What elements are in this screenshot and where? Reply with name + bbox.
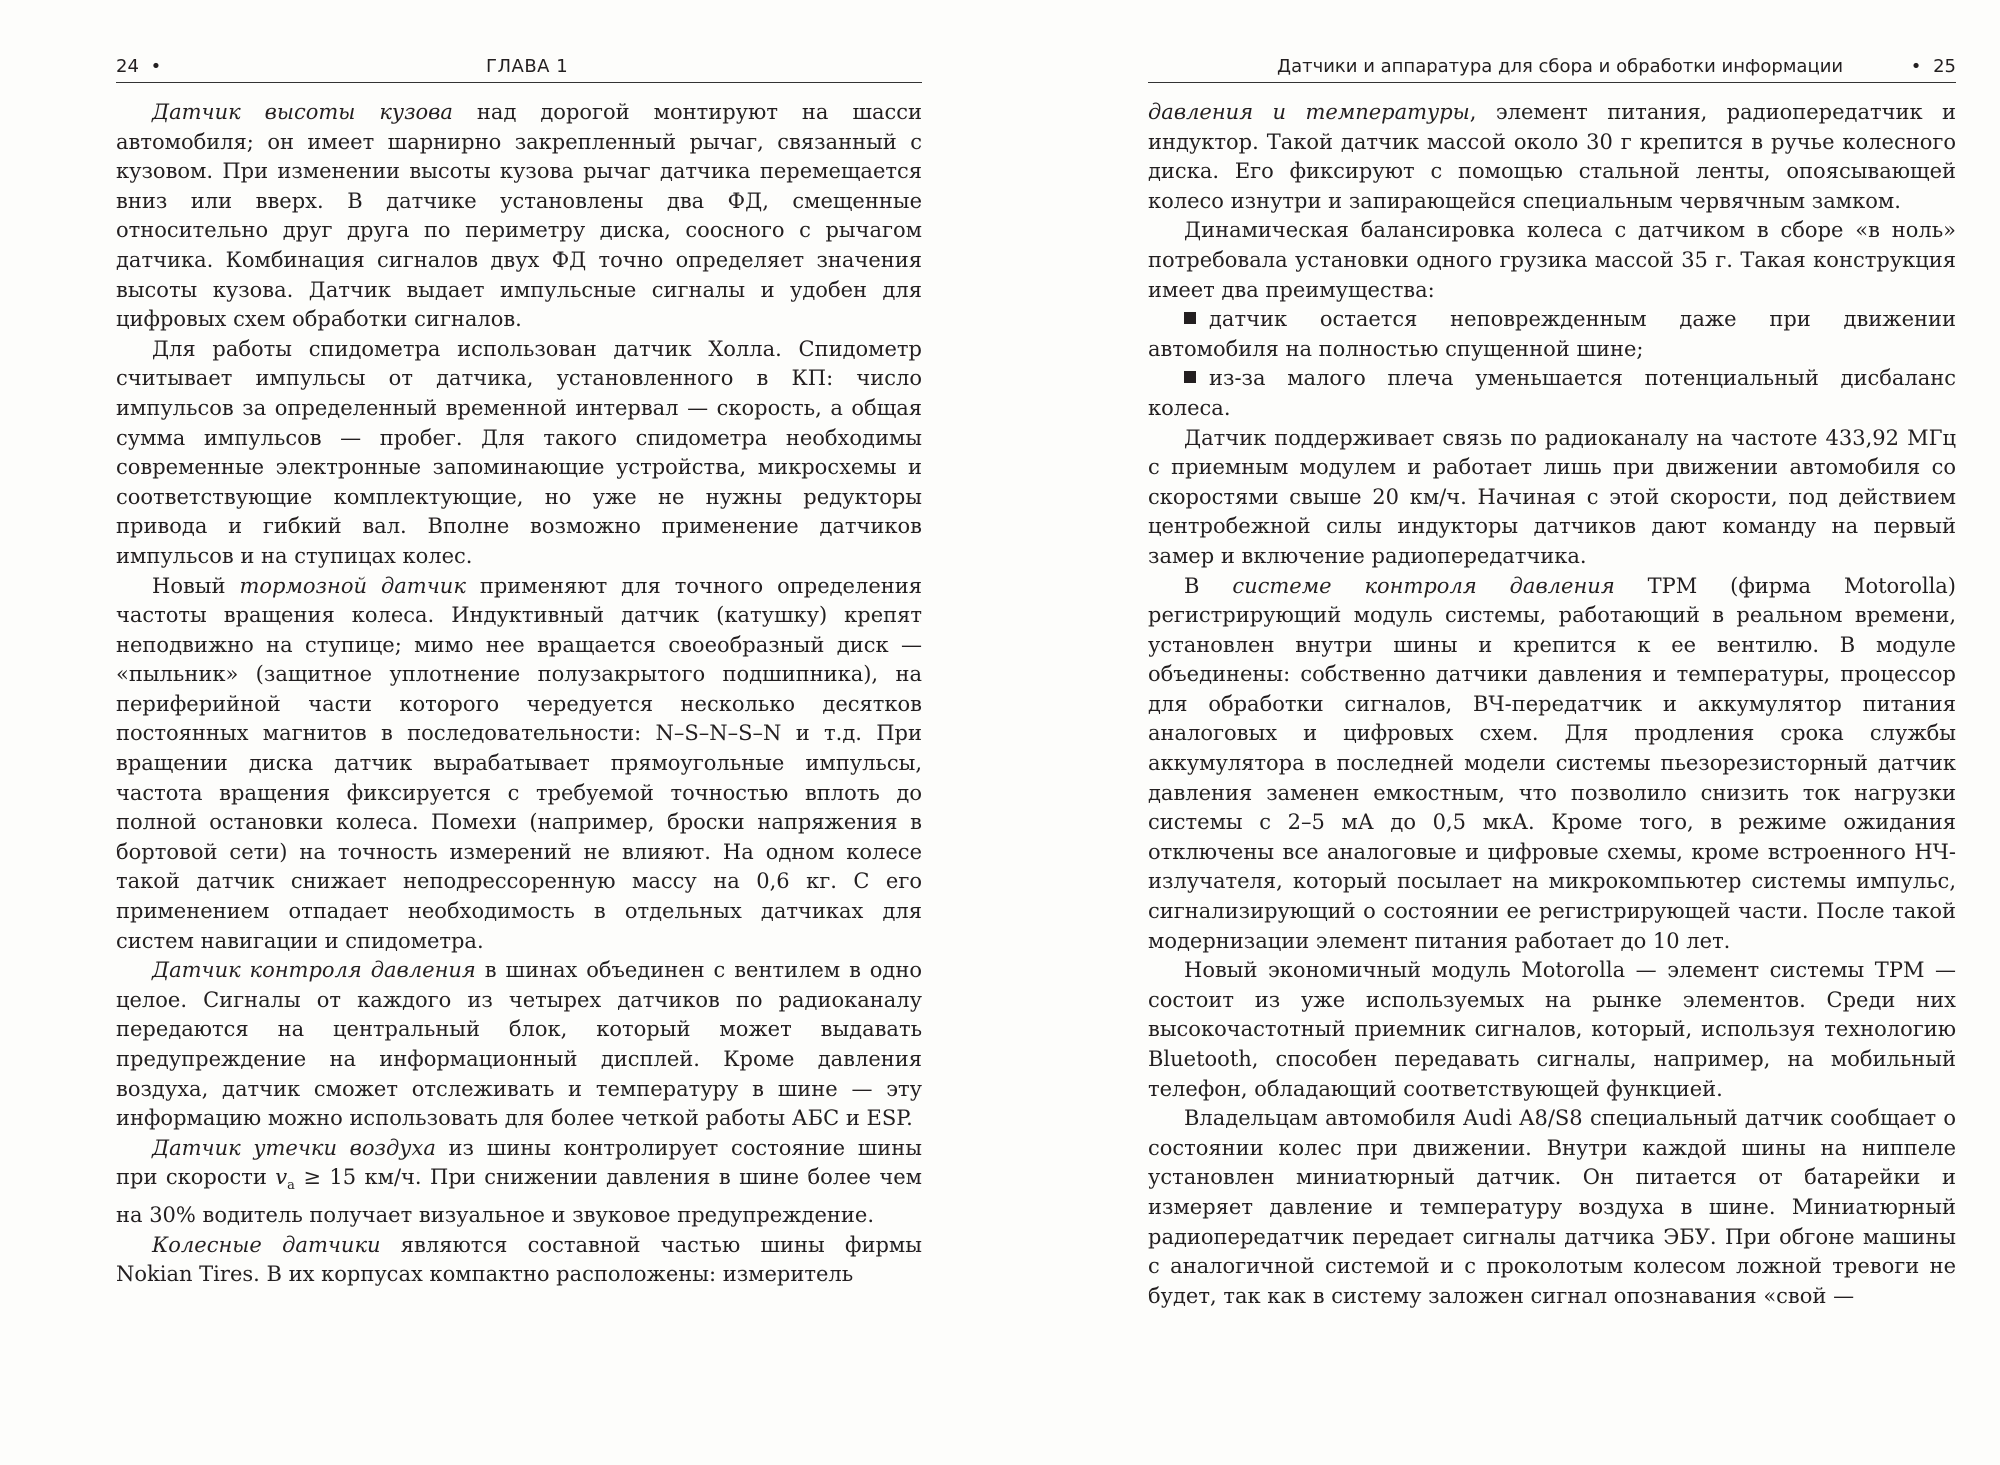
paragraph-continuation	[1148, 98, 1956, 216]
left-page-header	[116, 55, 922, 85]
paragraph: Для работы спидометра использован датчик Холла. Спидометр считывает импульсы от датчика, установленного в КП: число импульсов за определенный временной интервал — скорость, а общая сумма импульсов — пробег. Для такого спидометра необходимы современные электронные запоминающие устройства, микросхемы и соответствующие комплектующие, но уже не нужны редукторы привода и гибкий вал. Вполне возможно применение датчиков импульсов и на ступицах колес.	[116, 336, 922, 568]
term: Колесные датчики	[152, 1232, 381, 1257]
paragraph	[116, 956, 922, 1134]
paragraph-text: являются составной частью шины фирмы Nokian Tires. В их корпусах компактно расположены: измеритель	[116, 1232, 922, 1287]
term: Датчик высоты кузова	[152, 100, 453, 124]
header-separator: •	[150, 56, 162, 77]
bullet-square-icon	[1184, 312, 1196, 324]
paragraph-text: , элемент питания, радиопередатчик и индуктор. Такой датчик массой около 30 г крепится в ручье колесного диска. Его фиксируют с помощью стальной ленты, опоясывающей колесо изнутри и запирающейся специальным червячным замком.	[1148, 100, 1957, 213]
list-item	[1148, 305, 1956, 364]
paragraph: Новый экономичный модуль Motorolla — элемент системы TPM — состоит из уже используемых на рынке элементов. Среди них высокочастотный приемник сигналов, который, используя технологию Bluetooth, способен передавать сигналы, например, на мобильный телефон, обладающий соответствующей функцией.	[1148, 958, 1956, 1101]
paragraph: Владельцам автомобиля Audi A8/S8 специальный датчик сообщает о состоянии колес при движении. Внутри каждой шины на ниппеле установлен миниатюрный датчик. Он питается от батарейки и измеряет давление и температуру воздуха в шине. Миниатюрный радиопередатчик передает сигналы датчика ЭБУ. При обгоне машины с аналогичной системой и с проколотым колесом ложной тревоги не будет, так как в систему заложен сигнал опознавания «свой —	[1148, 1106, 1956, 1308]
speed-variable: v	[275, 1165, 288, 1190]
paragraph: Динамическая балансировка колеса с датчиком в сборе «в ноль» потребовала установки одного грузика массой 35 г. Такая конструкция имеет два преимущества:	[1148, 218, 1956, 302]
chapter-title: ГЛАВА 1	[486, 56, 569, 77]
header-rule	[1148, 82, 1956, 83]
left-page-body	[116, 98, 922, 1290]
paragraph-text: применяют для точного определения частоты вращения колеса. Индуктивный датчик (катушку) крепят неподвижно на ступице; мимо нее вращается своеобразный диск — «пыльник» (защитное уплотнение полузакрытого подшипника), на периферийной части которого чередуется несколько десятков постоянных магнитов в последовательности: N–S–N–S–N и т.д. При вращении диска датчик вырабатывает прямоугольные импульсы, частота вращения фиксируется с требуемой точностью вплоть до полной остановки колеса. Помехи (например, броски напряжения в бортовой сети) на точность измерений не влияют. На одном колесе такой датчик снижает неподрессоренную массу на 0,6 кг. С его применением отпадает необходимость в отдельных датчиках для систем навигации и спидометра.	[116, 573, 922, 953]
speed-subscript: а	[287, 1178, 295, 1194]
term: тормозной датчик	[239, 573, 466, 598]
paragraph-lead: Новый	[152, 573, 240, 598]
paragraph-text: TPM (фирма Motorolla) регистрирующий модуль системы, работающий в реальном времени, установлен внутри шины и крепится к ее вентилю. В модуле объединены: собственно датчики давления и температуры, процессор для обработки сигналов, ВЧ-передатчик и аккумулятор питания аналоговых и цифровых схем. Для продления срока службы аккумулятора в последней модели системы пьезорезисторный датчик давления заменен емкостным, что позволило снизить ток нагрузки системы с 2–5 мА до 0,5 мкА. Кроме того, в режиме ожидания отключены все аналоговые и цифровые схемы, кроме встроенного НЧ-излучателя, который посылает на микрокомпьютер системы импульс, сигнализирующий о состоянии ее регистрирующей части. После такой модернизации элемент питания работает до 10 лет.	[1148, 573, 1957, 953]
right-page-body	[1148, 98, 1956, 1311]
paragraph	[116, 572, 922, 957]
bullet-square-icon	[1184, 371, 1196, 383]
header-rule	[116, 82, 922, 83]
page-number	[1911, 55, 1956, 79]
paragraph	[116, 98, 922, 335]
paragraph-text: ≥ 15 км/ч. При снижении давления в шине более чем на 30% водитель получает визуальное и звуковое предупреждение.	[116, 1165, 922, 1228]
list-item-text: из-за малого плеча уменьшается потенциальный дисбаланс колеса.	[1148, 366, 1956, 420]
term: давления и температуры	[1148, 100, 1470, 124]
page-number-value: 24	[116, 56, 139, 77]
paragraph-lead: В	[1184, 573, 1233, 598]
right-page-header	[1148, 55, 1956, 85]
header-separator: •	[1910, 56, 1922, 77]
right-page	[1148, 55, 1956, 1311]
paragraph-text: над дорогой монтируют на шасси автомобиля; он имеет шарнирно закрепленный рычаг, связанный с кузовом. При изменении высоты кузова рычаг датчика перемещается вниз или вверх. В датчике установлены два ФД, смещенные относительно друг друга по периметру диска, соосного с рычагом датчика. Комбинация сигналов двух ФД точно определяет значения высоты кузова. Датчик выдает импульсные сигналы и удобен для цифровых схем обработки сигналов.	[116, 100, 923, 332]
paragraph-text: из шины контролирует состояние шины при скорости	[116, 1135, 922, 1190]
paragraph	[116, 1134, 922, 1231]
left-page	[116, 55, 922, 1290]
list-item-text: датчик остается неповрежденным даже при движении автомобиля на полностью спущенной шине;	[1148, 307, 1956, 361]
page-number-value: 25	[1933, 56, 1956, 77]
term: системе контроля давления	[1232, 573, 1615, 598]
term: Датчик утечки воздуха	[152, 1135, 436, 1160]
paragraph	[1148, 572, 1956, 957]
paragraph: Датчик поддерживает связь по радиоканалу на частоте 433,92 МГц с приемным модулем и работает лишь при движении автомобиля со скоростями свыше 20 км/ч. Начиная с этой скорости, под действием центробежной силы индукторы датчиков дают команду на первый замер и включение радиопередатчика.	[1148, 425, 1956, 568]
page-number	[116, 55, 161, 79]
paragraph-text: в шинах объединен с вентилем в одно целое. Сигналы от каждого из четырех датчиков по радиоканалу передаются на центральный блок, который может выдавать предупреждение на информационный дисплей. Кроме давления воздуха, датчик сможет отслеживать и температуру в шине — эту информацию можно использовать для более четкой работы АБС и ESP.	[116, 958, 922, 1131]
paragraph	[116, 1231, 922, 1290]
list-item	[1148, 364, 1956, 423]
term: Датчик контроля давления	[152, 958, 476, 983]
running-title: Датчики и аппаратура для сбора и обработки информации	[1277, 56, 1844, 77]
